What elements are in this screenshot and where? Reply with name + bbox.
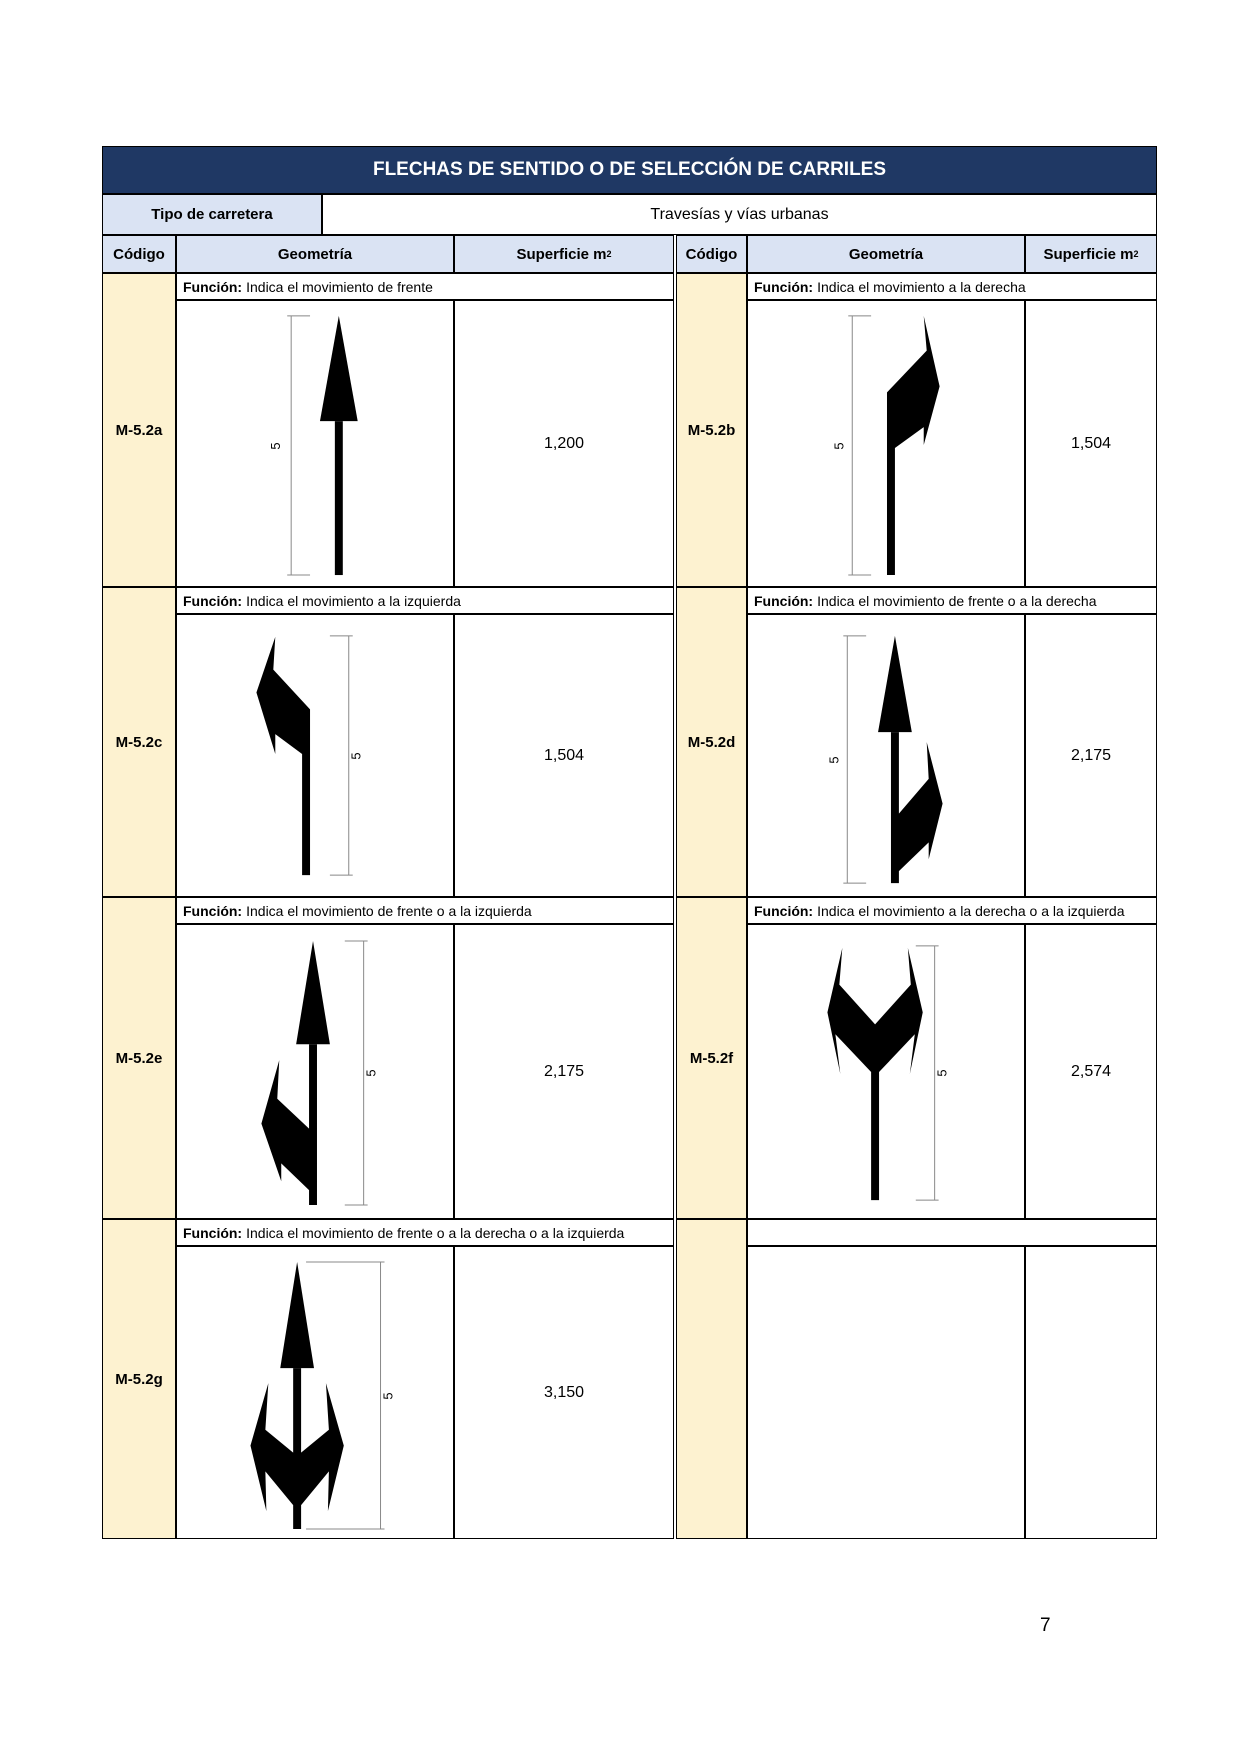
header-code-left: Código [102,235,176,273]
header-code-right: Código [676,235,747,273]
surface-cell: 1,504 [1025,300,1157,587]
function-text: Indica el movimiento a la izquierda [246,592,461,609]
function-text: Indica el movimiento de frente [246,278,433,295]
geometry-cell [747,300,1025,587]
road-type-value: Travesías y vías urbanas [322,194,1157,235]
left-turn-arrow-icon [177,615,453,896]
function-prefix: Función: [183,1224,243,1241]
function-cell-empty [747,1219,1157,1246]
dimension-label: 5 [363,1069,379,1077]
dimension-label: 5 [934,1069,950,1077]
header-geometry-right: Geometría [747,235,1025,273]
function-cell [747,273,1157,300]
surface-cell: 2,175 [454,924,674,1219]
straight-or-right-arrow-icon [748,615,1024,896]
function-prefix: Función: [183,902,243,919]
geometry-cell [747,614,1025,897]
code-cell: M-5.2a [102,273,176,587]
function-text: Indica el movimiento de frente o a la derecha [817,592,1097,609]
table-title: FLECHAS DE SENTIDO O DE SELECCIÓN DE CARRILES [102,146,1157,194]
code-cell: M-5.2e [102,897,176,1219]
header-surface-right [1025,235,1157,273]
function-cell [176,1219,674,1246]
dimension-label: 5 [826,756,842,764]
function-prefix: Función: [183,278,243,295]
straight-arrow-icon [177,301,453,586]
geometry-cell [176,300,454,587]
surface-cell-empty [1025,1246,1157,1539]
header-surface-text: Superficie m [516,245,607,263]
function-cell [747,897,1157,924]
function-text: Indica el movimiento de frente o a la derecha o a la izquierda [246,1224,625,1241]
dimension-label: 5 [348,752,364,760]
code-cell: M-5.2g [102,1219,176,1539]
code-cell: M-5.2f [676,897,747,1219]
dimension-label: 5 [268,442,284,450]
header-surface-sup: 2 [1133,249,1139,259]
function-prefix: Función: [754,278,814,295]
code-cell-empty [676,1219,747,1539]
header-surface-text: Superficie m [1043,245,1134,263]
right-turn-arrow-icon [748,301,1024,586]
function-cell [176,897,674,924]
geometry-cell [176,1246,454,1539]
function-text: Indica el movimiento a la derecha o a la izquierda [817,902,1125,919]
right-or-left-arrow-icon [748,925,1024,1218]
surface-cell: 3,150 [454,1246,674,1539]
geometry-cell-empty [747,1246,1025,1539]
geometry-cell [176,924,454,1219]
road-type-label: Tipo de carretera [102,194,322,235]
header-geometry-left: Geometría [176,235,454,273]
dimension-label: 5 [831,442,847,450]
function-text: Indica el movimiento a la derecha [817,278,1026,295]
surface-cell: 2,574 [1025,924,1157,1219]
code-cell: M-5.2b [676,273,747,587]
surface-cell: 2,175 [1025,614,1157,897]
surface-cell: 1,504 [454,614,674,897]
function-prefix: Función: [754,902,814,919]
geometry-cell [176,614,454,897]
function-cell [176,273,674,300]
page-number: 7 [1040,1615,1051,1636]
dimension-label: 5 [380,1392,396,1400]
code-cell: M-5.2c [102,587,176,897]
header-surface-left [454,235,674,273]
code-cell: M-5.2d [676,587,747,897]
straight-or-left-arrow-icon [177,925,453,1218]
function-cell [176,587,674,614]
header-surface-sup: 2 [606,249,612,259]
function-prefix: Función: [754,592,814,609]
straight-right-or-left-arrow-icon [177,1247,453,1538]
function-text: Indica el movimiento de frente o a la izquierda [246,902,532,919]
surface-cell: 1,200 [454,300,674,587]
function-cell [747,587,1157,614]
function-prefix: Función: [183,592,243,609]
geometry-cell [747,924,1025,1219]
